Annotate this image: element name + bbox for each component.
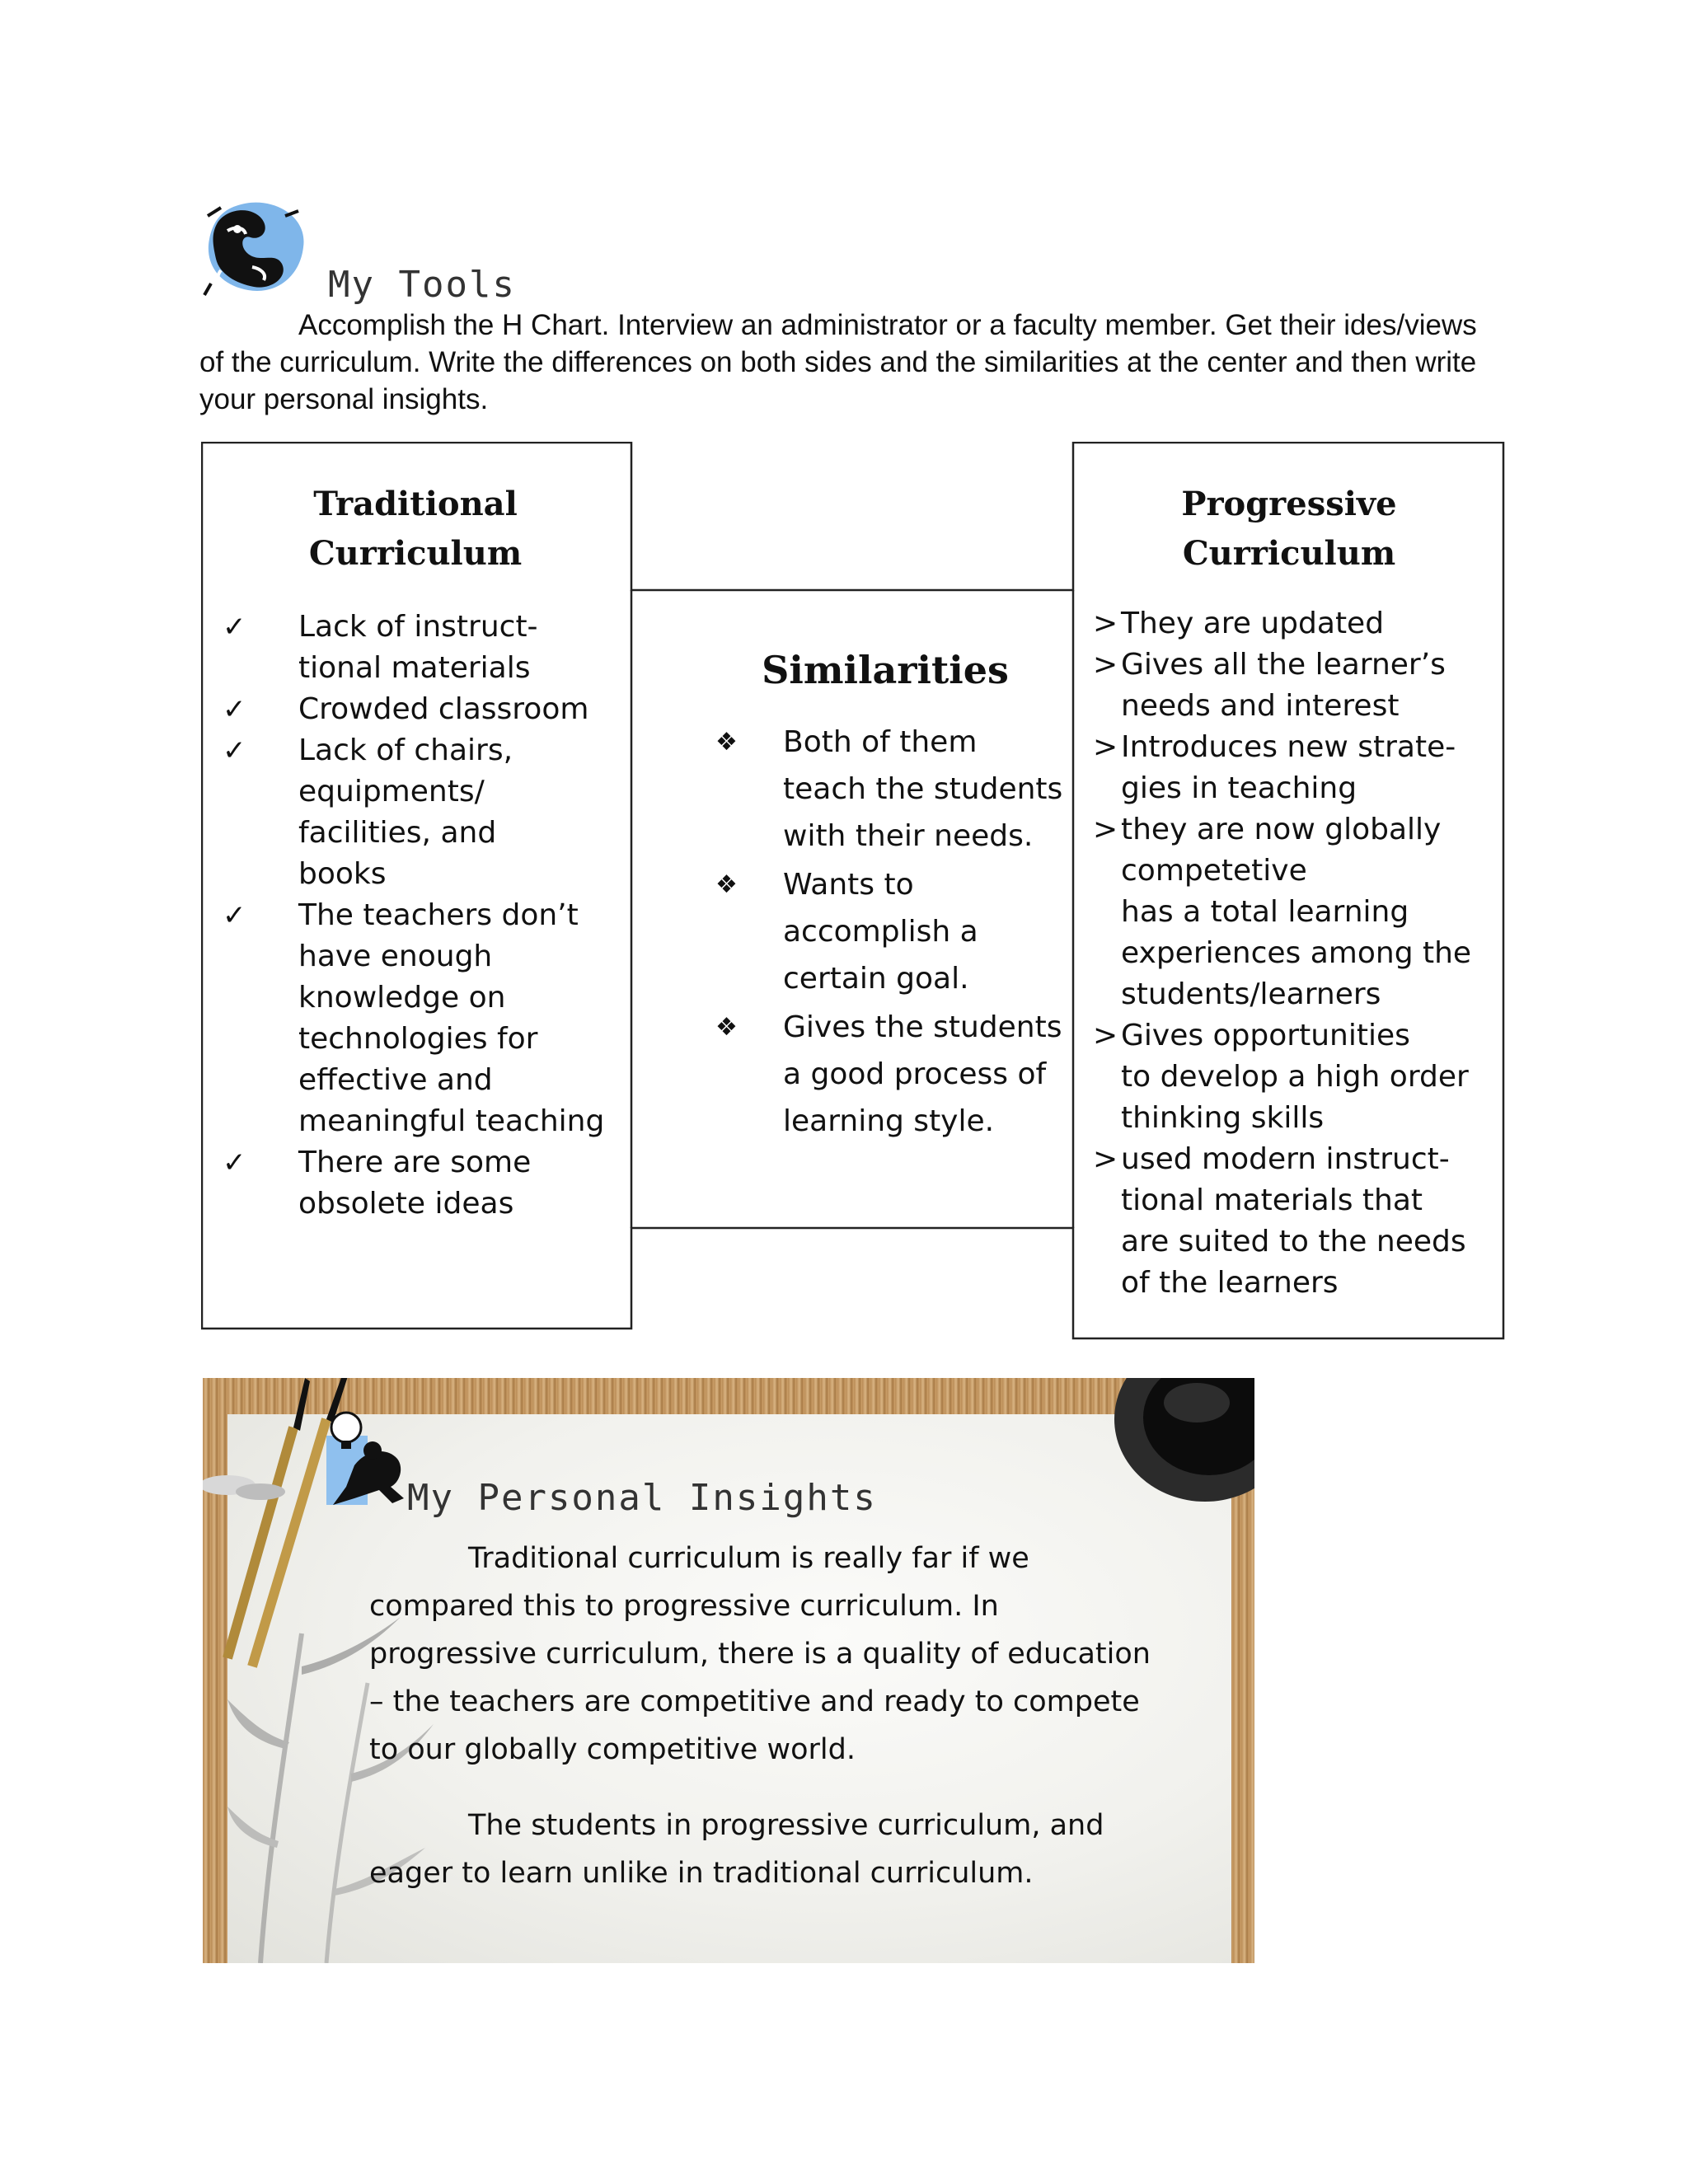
checkmark-icon: ✓: [223, 693, 246, 726]
diamond-bullet-icon: ❖: [715, 1013, 738, 1042]
list-item: ✓ Crowded classroom: [201, 689, 630, 730]
inkstone-decoration: [1098, 1378, 1254, 1518]
list-item: > used modern instruct- tional materials that are suited to the needs of the learners: [1093, 1139, 1505, 1304]
diamond-bullet-icon: ❖: [715, 728, 738, 757]
arrow-bullet-icon: >: [1093, 730, 1118, 764]
list-item: > They are updated: [1093, 603, 1505, 644]
progressive-title-line2: Curriculum: [1182, 534, 1396, 573]
insights-title: My Personal Insights: [407, 1477, 877, 1519]
progressive-list: [1093, 603, 1505, 1304]
checkmark-icon: ✓: [223, 899, 246, 932]
diamond-bullet-icon: ❖: [715, 870, 738, 899]
arrow-bullet-icon: >: [1093, 648, 1118, 682]
insights-body: [369, 1535, 1160, 1925]
page-title: My Tools: [328, 264, 516, 306]
h-chart: [201, 442, 1505, 1340]
checkmark-icon: ✓: [223, 734, 246, 767]
list-item: ❖ Wants to accomplish a certain goal.: [697, 861, 1073, 1002]
list-item: ❖ Both of them teach the students with their needs.: [697, 719, 1073, 860]
traditional-title-line2: Curriculum: [308, 534, 523, 573]
arrow-bullet-icon: >: [1093, 1019, 1118, 1052]
list-item: ✓ The teachers don’t have enough knowledge on technologies for effective and meaningful teaching: [201, 895, 630, 1142]
insights-paragraph-1: Traditional curriculum is really far if we compared this to progressive curriculum. In progressive curriculum, there is a quality of education – the teachers are competitive and ready to compete to our globally competitive world.: [369, 1542, 1151, 1766]
progressive-title-line1: Progressive: [1181, 485, 1397, 523]
lightbulb-thinker-icon: [321, 1408, 412, 1507]
insights-panel: [203, 1378, 1254, 1963]
arrow-bullet-icon: >: [1093, 1142, 1118, 1176]
arrow-bullet-icon: >: [1093, 813, 1118, 846]
similarities-title: Similarities: [762, 648, 1009, 692]
list-item: ✓ There are some obsolete ideas: [201, 1142, 630, 1225]
checkmark-icon: ✓: [223, 611, 246, 644]
list-item: ❖ Gives the students a good process of learning style.: [697, 1004, 1073, 1145]
similarities-list: [697, 719, 1073, 1146]
list-item: > they are now globally competetive has a total learning experiences among the students/learners: [1093, 809, 1505, 1015]
list-item: ✓ Lack of chairs, equipments/ facilities, and books: [201, 730, 630, 895]
list-item: > Introduces new strate- gies in teaching: [1093, 727, 1505, 809]
insights-paragraph-2: The students in progressive curriculum, and eager to learn unlike in traditional curriculum.: [369, 1809, 1104, 1890]
list-item: > Gives all the learner’s needs and interest: [1093, 644, 1505, 727]
list-item: ✓ Lack of instruct- tional materials: [201, 607, 630, 689]
tools-clipart-icon: [203, 198, 310, 301]
list-item: > Gives opportunities to develop a high order thinking skills: [1093, 1015, 1505, 1139]
traditional-list: [201, 607, 630, 1225]
arrow-bullet-icon: >: [1093, 607, 1118, 640]
instructions-text: Accomplish the H Chart. Interview an administrator or a faculty member. Get their ides/views of the curriculum. Write the differences on both sides and the similarities at the center and then write your personal insights.: [199, 309, 1477, 415]
traditional-title-line1: Traditional: [313, 485, 518, 523]
traditional-curriculum-title: [201, 480, 630, 579]
progressive-curriculum-title: [1075, 480, 1503, 579]
checkmark-icon: ✓: [223, 1146, 246, 1179]
